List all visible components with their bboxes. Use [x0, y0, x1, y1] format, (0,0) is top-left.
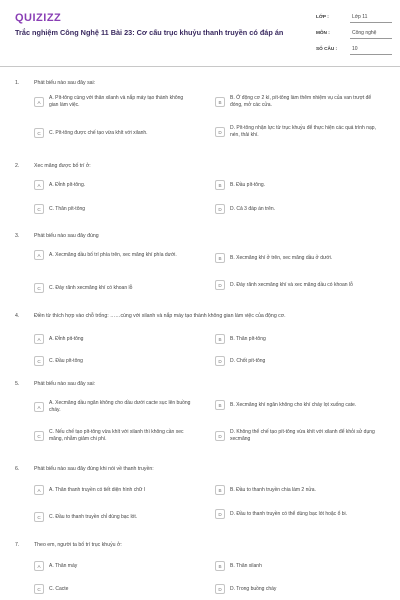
option-text: D. Đầu to thanh truyền có thể dùng bạc lót hoặc ổ bi.: [230, 510, 348, 517]
option-text: C. Cacte: [49, 585, 69, 592]
question-number: 2.: [15, 163, 20, 169]
worksheet-header: [0, 0, 400, 64]
question-text: Xec măng được bố trí ở:: [34, 163, 91, 169]
option-a[interactable]: [34, 400, 194, 414]
option-text: A. Xecmăng dầu bố trí phía trên, xec măng khí phía dưới.: [49, 251, 177, 258]
option-b[interactable]: [215, 334, 380, 344]
option-b[interactable]: [215, 95, 380, 109]
option-letter-badge: A: [34, 561, 44, 571]
option-letter-badge: B: [215, 561, 225, 571]
option-letter-badge: C: [34, 584, 44, 594]
option-letter-badge: B: [215, 485, 225, 495]
option-letter-badge: A: [34, 250, 44, 260]
option-letter-badge: D: [215, 280, 225, 290]
option-letter-badge: C: [34, 204, 44, 214]
worksheet-meta: [316, 11, 392, 59]
question-text: Phát biểu nào sau đây sai:: [34, 80, 96, 86]
option-text: C. Đáy rãnh xecmăng khí có khoan lỗ: [49, 284, 133, 291]
option-text: A. Đỉnh pit-tông: [49, 335, 84, 342]
option-c[interactable]: [34, 128, 194, 138]
option-text: A. Thân thanh truyền có tiết diện hình chữ I: [49, 486, 146, 493]
header-divider: [0, 66, 400, 67]
option-d[interactable]: [215, 429, 380, 443]
option-text: C. Đầu pít-tông: [49, 357, 83, 364]
option-text: C. Đầu to thanh truyền chỉ dùng bạc lót.: [49, 513, 138, 520]
meta-value: 10: [350, 43, 392, 55]
option-letter-badge: B: [215, 334, 225, 344]
question-number: 4.: [15, 313, 20, 319]
option-d[interactable]: [215, 584, 380, 594]
option-letter-badge: C: [34, 356, 44, 366]
option-a[interactable]: [34, 561, 194, 571]
meta-value: Công nghệ: [350, 27, 392, 39]
question-text: Phát biểu nào sau đây đúng: [34, 233, 99, 239]
question-text: Phát biểu nào sau đây đúng khi nói về thanh truyền:: [34, 466, 154, 472]
option-c[interactable]: [34, 429, 194, 443]
question-number: 1.: [15, 80, 20, 86]
option-letter-badge: C: [34, 128, 44, 138]
option-text: B. Đầu pít-tông.: [230, 181, 266, 188]
option-c[interactable]: [34, 584, 194, 594]
option-letter-badge: D: [215, 204, 225, 214]
option-a[interactable]: [34, 334, 194, 344]
option-text: B. Xecmăng khí ngăn không cho khí cháy lọt xuống cate.: [230, 401, 357, 408]
option-letter-badge: D: [215, 509, 225, 519]
meta-label: LỚP :: [316, 14, 329, 19]
option-a[interactable]: [34, 485, 194, 495]
option-c[interactable]: [34, 204, 194, 214]
question-number: 3.: [15, 233, 20, 239]
option-text: D. Đáy rãnh xecmăng khí và xec măng dầu có khoan lỗ: [230, 281, 353, 288]
option-b[interactable]: [215, 180, 380, 190]
meta-row-question-count: [316, 43, 392, 59]
option-text: B. Thân pít-tông: [230, 335, 266, 342]
option-b[interactable]: [215, 561, 380, 571]
question-text: Điền từ thích hợp vào chỗ trống: ……cùng với xilanh và nắp máy tạo thành không gian làm việc của động cơ.: [34, 313, 286, 319]
meta-row-subject: [316, 27, 392, 43]
option-text: D. Pít-tông nhận lực từ trục khuỷu để thực hiện các quá trình nạp, nén, thải khí.: [230, 125, 376, 138]
option-c[interactable]: [34, 283, 194, 293]
option-letter-badge: A: [34, 402, 44, 412]
option-letter-badge: B: [215, 97, 225, 107]
option-b[interactable]: [215, 253, 380, 263]
meta-value: Lớp 11: [350, 11, 392, 23]
option-text: B. Đầu to thanh truyền chia làm 2 nửa.: [230, 486, 316, 493]
meta-label: MÔN :: [316, 30, 330, 35]
option-text: C. Thân pít-tông: [49, 205, 86, 212]
option-letter-badge: A: [34, 97, 44, 107]
option-letter-badge: A: [34, 334, 44, 344]
quizizz-logo: QUIZIZZ: [15, 12, 62, 24]
question-number: 6.: [15, 466, 20, 472]
option-text: B. Xecmăng khí ở trên, xec măng dầu ở dưới.: [230, 254, 333, 261]
option-text: D. Cả 3 đáp án trên.: [230, 205, 276, 212]
question-number: 7.: [15, 542, 20, 548]
option-d[interactable]: [215, 356, 380, 366]
option-b[interactable]: [215, 485, 380, 495]
option-text: A. Pít-tông cùng với thân xilanh và nắp máy tạo thành không gian làm việc.: [49, 95, 184, 108]
option-text: A. Đỉnh pít-tông.: [49, 181, 86, 188]
option-d[interactable]: [215, 204, 380, 214]
option-text: A. Thân máy: [49, 562, 78, 569]
meta-row-class: [316, 11, 392, 27]
option-letter-badge: D: [215, 431, 225, 441]
option-letter-badge: D: [215, 127, 225, 137]
option-c[interactable]: [34, 356, 194, 366]
option-text: D. Chốt pít-tông: [230, 357, 266, 364]
option-c[interactable]: [34, 512, 194, 522]
option-letter-badge: C: [34, 512, 44, 522]
option-text: A. Xecmăng dầu ngăn không cho dầu dưới cacte sục lên buồng cháy.: [49, 400, 191, 413]
option-letter-badge: A: [34, 180, 44, 190]
meta-label: SỐ CÂU :: [316, 46, 338, 51]
option-text: C. Nếu chế tạo pít-tông vừa khít với xilanh thì không cần xec măng, nhằm giảm chi phí.: [49, 429, 184, 442]
option-letter-badge: A: [34, 485, 44, 495]
option-letter-badge: C: [34, 431, 44, 441]
page-title: Trắc nghiệm Công Nghệ 11 Bài 23: Cơ cấu trục khuỷu thanh truyền có đáp án: [15, 28, 284, 37]
option-letter-badge: C: [34, 283, 44, 293]
option-d[interactable]: [215, 509, 380, 519]
option-d[interactable]: [215, 280, 380, 290]
option-text: B. Ở động cơ 2 kì, pít-tông làm thêm nhiệm vụ của van trượt để đóng, mở các cửa.: [230, 95, 372, 108]
option-letter-badge: D: [215, 584, 225, 594]
option-text: B. Thân xilanh: [230, 562, 262, 569]
option-text: C. Pít-tông được chế tạo vừa khít với xilanh.: [49, 129, 148, 136]
question-text: Theo em, người ta bố trí trục khuỷu ở:: [34, 542, 122, 548]
option-b[interactable]: [215, 400, 380, 410]
option-d[interactable]: [215, 125, 380, 139]
option-letter-badge: B: [215, 253, 225, 263]
question-text: Phát biểu nào sau đây sai:: [34, 381, 96, 387]
option-letter-badge: B: [215, 180, 225, 190]
option-letter-badge: B: [215, 400, 225, 410]
option-text: D. Không thể chế tạo pít-tông vừa khít với xilanh để khỏi sử dụng xecmăng: [230, 429, 375, 442]
option-letter-badge: D: [215, 356, 225, 366]
option-a[interactable]: [34, 180, 194, 190]
question-number: 5.: [15, 381, 20, 387]
option-text: D. Trong buồng cháy: [230, 585, 277, 592]
option-a[interactable]: [34, 250, 194, 260]
option-a[interactable]: [34, 95, 194, 109]
